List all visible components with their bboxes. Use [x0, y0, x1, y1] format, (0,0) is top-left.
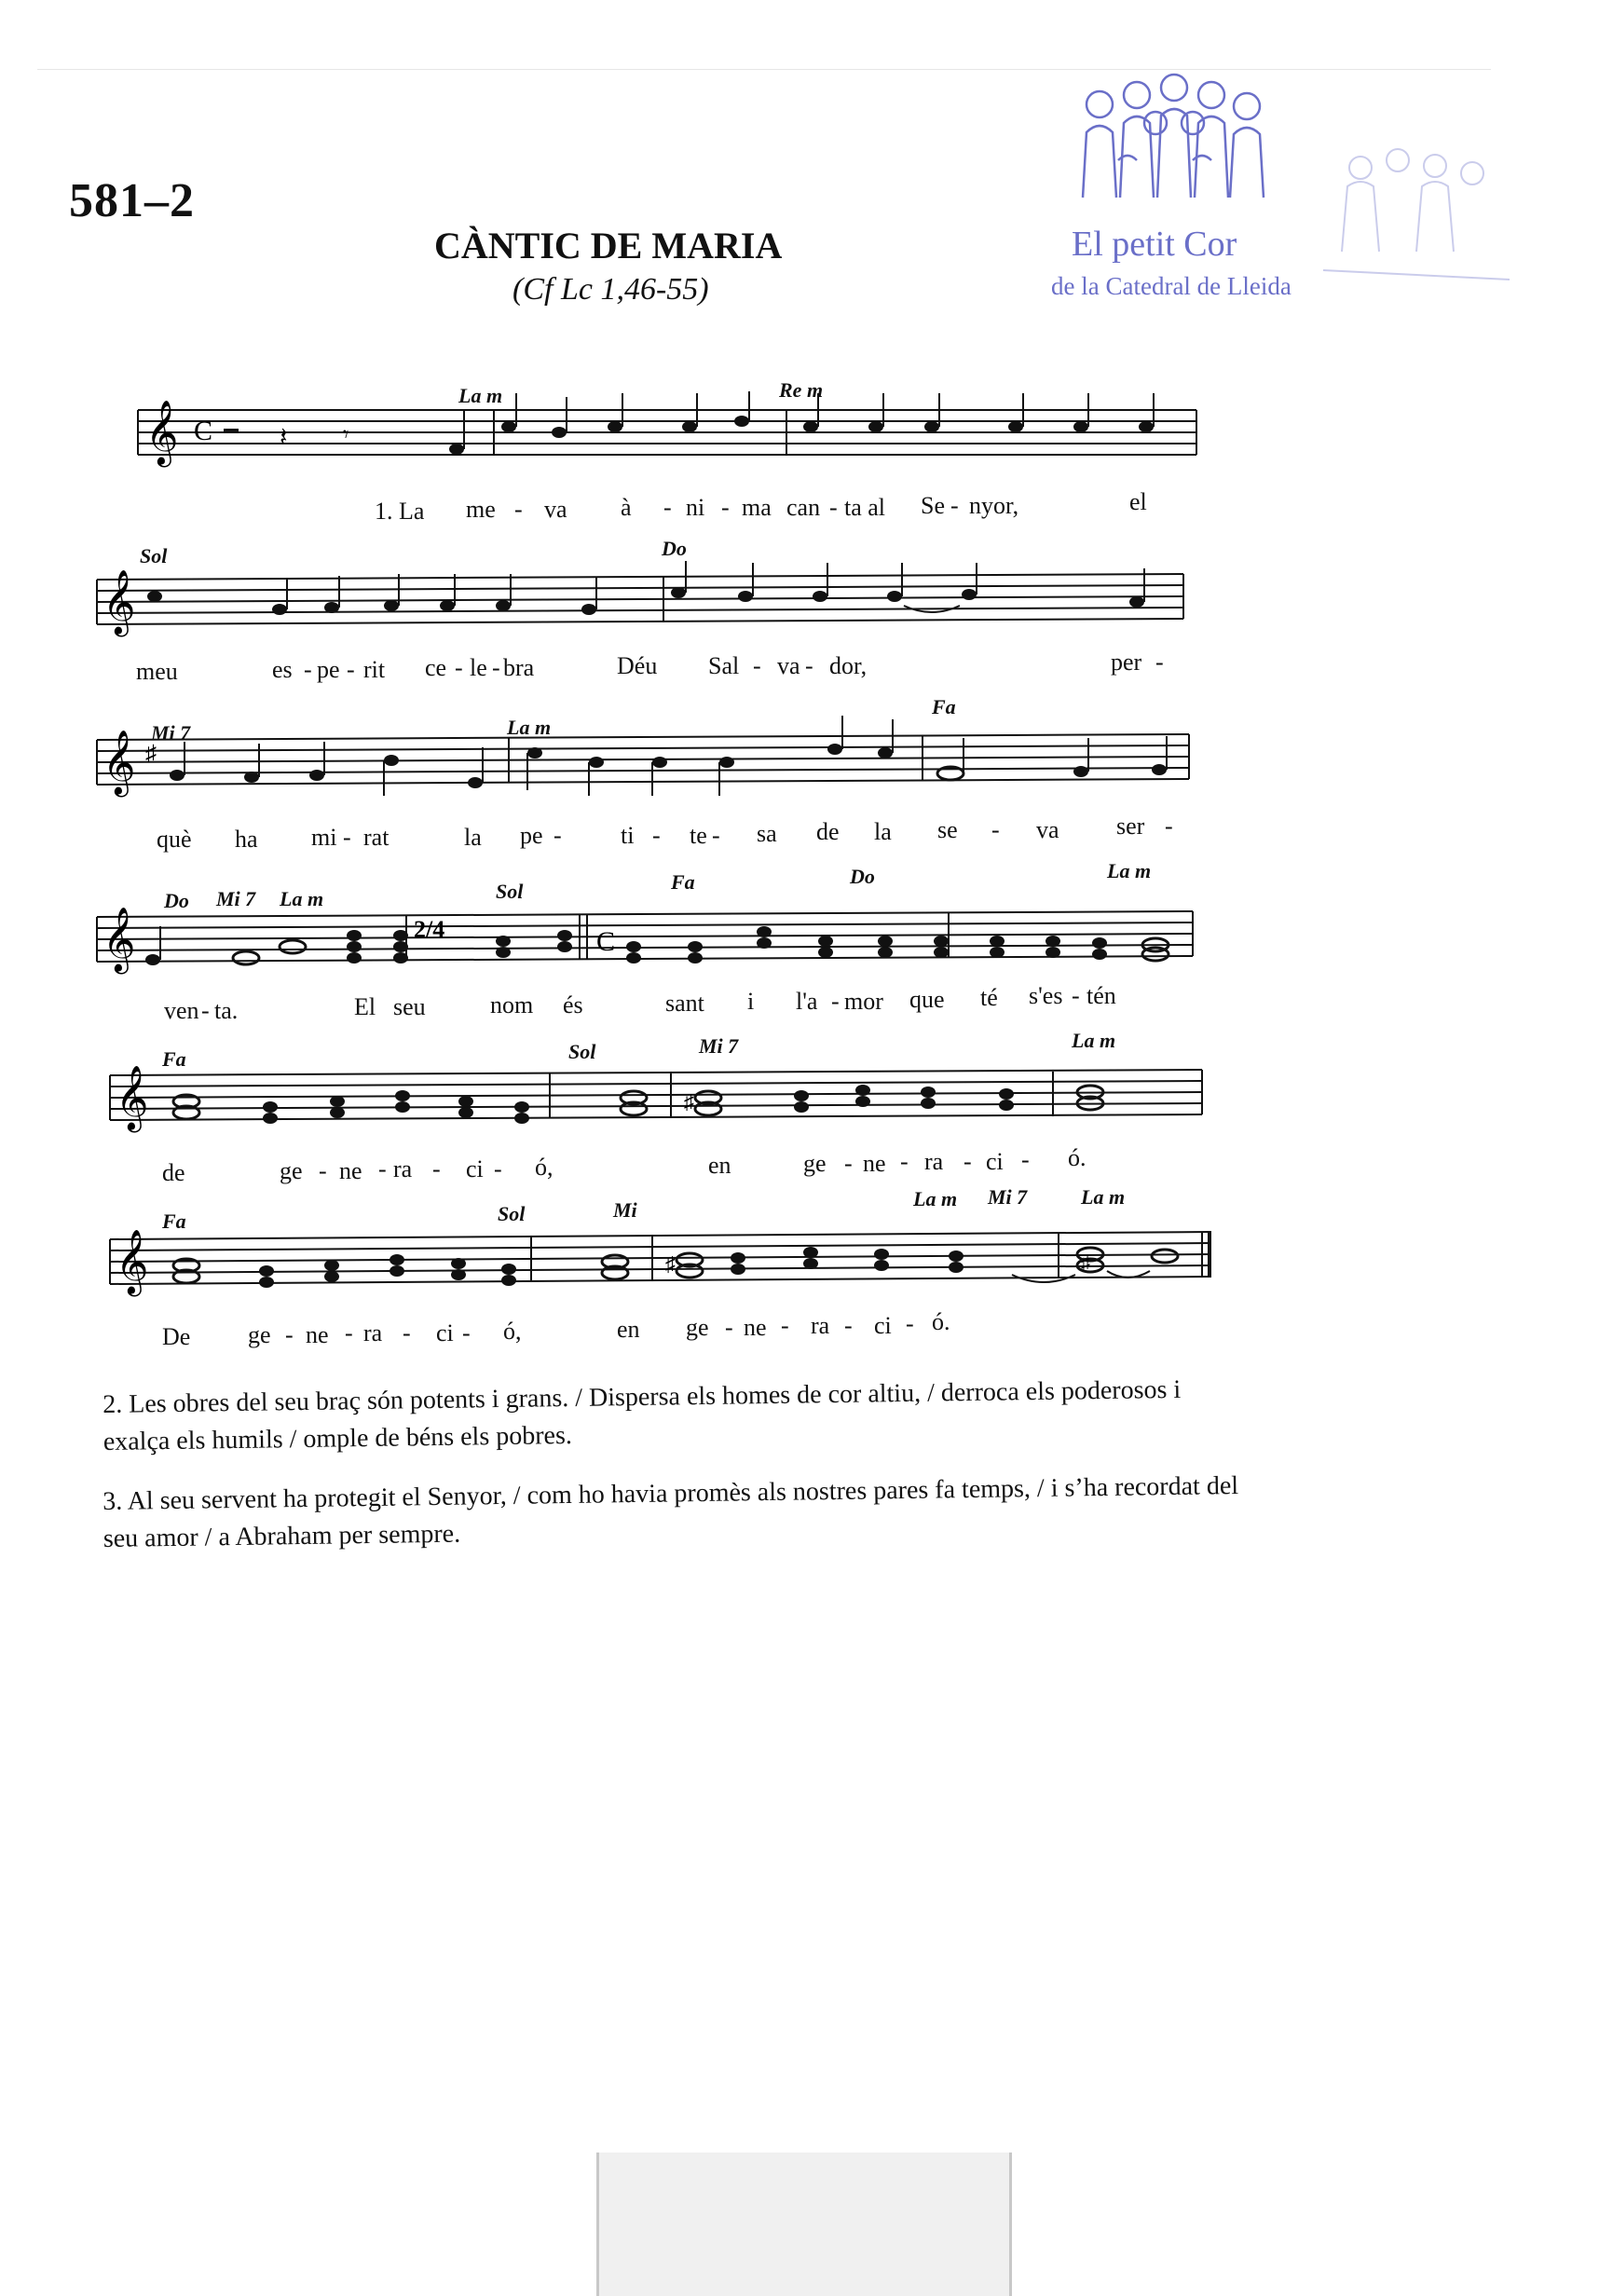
lyric-syllable: ti — [621, 822, 635, 849]
chord-label: La m — [507, 716, 552, 739]
treble-clef-icon: 𝄞 — [116, 1229, 149, 1294]
lyric-syllable: ne — [339, 1157, 362, 1184]
lyric-syllable: - — [514, 496, 523, 523]
lyric-syllable: me — [466, 496, 496, 523]
chord-label: Mi 7 — [216, 887, 256, 910]
verse-2: 2. Les obres del seu braç són potents i grans. / Dispersa els homes de cor altiu, / derroca els poderosos i exalça els humils / omple de béns els pobres. — [102, 1374, 1182, 1456]
lyric-syllable: ra — [811, 1312, 830, 1339]
lyric-syllable: - — [950, 492, 959, 519]
lyric-syllable: Sal — [708, 652, 740, 679]
svg-text:♯: ♯ — [145, 742, 157, 766]
chord-label: Fa — [671, 870, 695, 894]
lyric-syllable: - — [304, 656, 312, 683]
lyric-syllable: - — [721, 494, 730, 521]
lyric-syllable: - — [753, 652, 761, 679]
staff-2 — [93, 559, 1211, 643]
lyric-syllable: meu — [136, 658, 178, 685]
lyric-syllable: te — [690, 822, 707, 849]
lyric-syllable: - — [1155, 649, 1164, 676]
lyric-syllable: - — [831, 988, 840, 1015]
lyric-syllable: - — [829, 494, 838, 521]
lyric-syllable: sa — [757, 820, 777, 847]
lyric-syllable: ha — [235, 826, 258, 853]
svg-text:C: C — [596, 926, 616, 957]
music-system-5 — [93, 1029, 1211, 1186]
lyric-syllable: - — [900, 1148, 909, 1175]
chord-label: Sol — [140, 544, 168, 567]
lyric-syllable: la — [464, 824, 482, 851]
lyric-syllable: dor, — [829, 652, 868, 679]
lyric-syllable: ge — [803, 1150, 827, 1177]
verse-3: 3. Al seu servent ha protegit el Senyor, / com ho havia promès als nostres pares fa temps, / i s’ha recordat del seu amor / a Abraham per sempre. — [102, 1470, 1239, 1553]
chord-label: La m — [1107, 859, 1152, 882]
staff-5 — [93, 1040, 1211, 1142]
lyric-syllable: ta. — [214, 997, 239, 1024]
song-title-text: CÀNTIC DE MARIA — [434, 225, 783, 266]
music-system-3 — [93, 695, 1211, 853]
lyric-syllable: - — [554, 822, 562, 849]
chord-label: Fa — [162, 1210, 186, 1233]
lyric-syllable: de — [816, 818, 840, 845]
lyric-syllable: - — [432, 1155, 441, 1182]
chord-label: Sol — [498, 1202, 526, 1225]
lyric-syllable: - — [378, 1155, 387, 1182]
chord-label: Do — [662, 537, 687, 560]
lyric-syllable: - — [844, 1312, 853, 1339]
lyric-syllable: 1. La — [375, 498, 425, 525]
lyric-syllable: i — [747, 988, 755, 1015]
lyric-syllable: va — [544, 496, 567, 523]
svg-text:♯: ♯ — [684, 1090, 694, 1114]
lyric-syllable: té — [980, 984, 998, 1011]
lyric-syllable: - — [285, 1321, 294, 1348]
music-system-6 — [93, 1185, 1211, 1350]
lyric-syllable: - — [805, 652, 813, 679]
music-system-2 — [93, 537, 1211, 690]
lyric-syllable: ven — [164, 997, 199, 1024]
lyric-syllable: nyor, — [969, 492, 1019, 519]
lyric-syllable: ra — [393, 1155, 413, 1182]
lyric-syllable: - — [343, 824, 351, 851]
lyric-syllable: à — [621, 494, 632, 521]
chord-label: Mi — [613, 1198, 637, 1222]
lyric-syllable: rit — [363, 656, 386, 683]
chord-label: La m — [280, 887, 324, 910]
lyric-syllable: rat — [363, 824, 390, 851]
lyric-syllable: ser — [1116, 813, 1145, 840]
lyric-syllable: ó, — [503, 1318, 522, 1345]
lyric-syllable: - — [1072, 982, 1080, 1009]
lyric-syllable: ge — [280, 1157, 303, 1184]
chord-label: Mi 7 — [699, 1034, 739, 1058]
chord-label: La m — [458, 384, 503, 407]
lyric-syllable: ci — [436, 1319, 454, 1346]
lyric-syllable: ne — [306, 1321, 329, 1348]
lyric-syllable: - — [345, 1319, 353, 1346]
scripture-reference: (Cf Lc 1,46-55) — [512, 272, 709, 307]
staff-4 — [93, 880, 1211, 982]
lyric-syllable: ne — [744, 1314, 767, 1341]
lyric-syllable: - — [663, 494, 672, 521]
lyric-syllable: s'es — [1029, 982, 1063, 1009]
lyric-syllable: De — [162, 1323, 191, 1350]
lyric-syllable: ta al — [844, 494, 886, 521]
stamp-place: de la Catedral de Lleida — [1051, 272, 1292, 300]
svg-text:𝄽: 𝄽 — [280, 423, 288, 452]
lyric-syllable: en — [708, 1152, 731, 1179]
choir-stamp-icon — [1062, 67, 1277, 207]
lyric-syllable: Se — [921, 492, 945, 519]
lyric-syllable: pe — [317, 656, 340, 683]
lyric-syllable: - — [712, 822, 720, 849]
staff-6 — [93, 1204, 1211, 1306]
svg-text:♯: ♯ — [1081, 1253, 1090, 1274]
svg-text:𝄾: 𝄾 — [343, 423, 349, 447]
chord-label: La m — [1072, 1029, 1116, 1052]
lyric-syllable: le — [470, 654, 487, 681]
lyric-syllable: mor — [844, 988, 883, 1015]
lyric-syllable: - — [844, 1150, 853, 1177]
lyric-syllable: - — [455, 654, 463, 681]
lyric-syllable: se — [937, 816, 958, 843]
lyric-syllable: El — [354, 993, 376, 1020]
lyric-syllable: va — [1036, 816, 1059, 843]
lyric-syllable: ó. — [1068, 1144, 1086, 1171]
lyric-syllable: - — [492, 654, 500, 681]
chord-label: Fa — [162, 1047, 186, 1071]
lyric-syllable: - — [201, 997, 210, 1024]
lyric-syllable: sant — [665, 990, 704, 1017]
music-system-1 — [93, 378, 1211, 525]
lyric-syllable: ma — [742, 494, 772, 521]
treble-clef-icon: 𝄞 — [102, 730, 136, 795]
lyric-syllable: nom — [490, 991, 534, 1018]
chord-label: Re m — [779, 378, 824, 402]
treble-clef-icon: 𝄞 — [116, 1065, 149, 1130]
lyric-syllable: ge — [248, 1321, 271, 1348]
lyric-syllable: seu — [393, 993, 426, 1020]
treble-clef-icon: 𝄞 — [102, 907, 136, 972]
lyric-syllable: ce — [425, 654, 447, 681]
lyric-syllable: - — [347, 656, 355, 683]
lyric-syllable: què — [157, 826, 192, 853]
lyric-syllable: - — [403, 1319, 411, 1346]
lyric-syllable: ge — [686, 1314, 709, 1341]
svg-text:C: C — [194, 416, 213, 446]
lyric-syllable: va — [777, 652, 800, 679]
lyric-syllable: ni — [686, 494, 705, 521]
chord-label: Fa — [932, 695, 956, 718]
lyric-syllable: tén — [1086, 982, 1116, 1009]
lyric-syllable: en — [617, 1316, 640, 1343]
lyric-syllable: la — [874, 818, 892, 845]
lyric-syllable: pe — [520, 822, 543, 849]
chord-label: Do — [850, 865, 875, 888]
lyric-syllable: mi — [311, 824, 337, 851]
staff-3 — [93, 710, 1211, 803]
lyric-syllable: ó. — [932, 1308, 950, 1335]
music-system-4 — [93, 859, 1211, 1024]
treble-clef-icon: 𝄞 — [102, 569, 136, 635]
lyric-syllable: ó, — [535, 1154, 554, 1181]
chord-label: La m — [1081, 1185, 1126, 1209]
stamp-name: El petit Cor — [1072, 225, 1237, 264]
lyric-syllable: - — [652, 822, 661, 849]
lyric-syllable: l'a — [796, 988, 818, 1015]
chord-label: Sol — [496, 880, 524, 903]
lyric-syllable: - — [725, 1314, 733, 1341]
scanner-artifact — [596, 2152, 1012, 2296]
chord-label: Mi 7 — [151, 721, 191, 745]
chord-label: Mi 7 — [988, 1185, 1028, 1209]
lyric-syllable: - — [319, 1157, 327, 1184]
lyric-syllable: can — [786, 494, 821, 521]
lyric-syllable: - — [1165, 813, 1173, 840]
lyric-syllable: - — [906, 1310, 914, 1337]
lyric-syllable: ci — [466, 1155, 484, 1182]
lyric-syllable: que — [909, 986, 945, 1013]
chord-label: Sol — [568, 1040, 596, 1063]
lyric-syllable: - — [462, 1319, 471, 1346]
faded-stamp-icon — [1323, 140, 1510, 326]
lyric-syllable: - — [964, 1148, 972, 1175]
chord-label: Do — [164, 889, 189, 912]
lyric-syllable: - — [781, 1312, 789, 1339]
treble-clef-icon: 𝄞 — [145, 400, 179, 465]
lyric-syllable: Déu — [617, 652, 658, 679]
lyric-syllable: bra — [503, 654, 535, 681]
lyric-syllable: per — [1111, 649, 1142, 676]
lyric-syllable: ra — [924, 1148, 944, 1175]
lyric-syllable: ne — [863, 1150, 886, 1177]
lyric-syllable: és — [563, 991, 583, 1018]
lyric-syllable: ci — [874, 1312, 892, 1339]
lyric-syllable: ci — [986, 1148, 1004, 1175]
lyric-syllable: es — [272, 656, 293, 683]
lyric-syllable: de — [162, 1159, 185, 1186]
time-signature-change: 2/4 — [414, 916, 445, 943]
staff-1 — [93, 391, 1211, 475]
svg-text:♯: ♯ — [665, 1252, 676, 1276]
lyric-syllable: el — [1129, 488, 1147, 515]
chord-label: La m — [913, 1187, 958, 1210]
lyric-syllable: - — [991, 816, 1000, 843]
lyric-syllable: - — [1021, 1146, 1030, 1173]
hymn-number: 581–2 — [69, 174, 195, 227]
lyric-syllable: ra — [363, 1319, 383, 1346]
lyric-syllable: - — [494, 1155, 502, 1182]
